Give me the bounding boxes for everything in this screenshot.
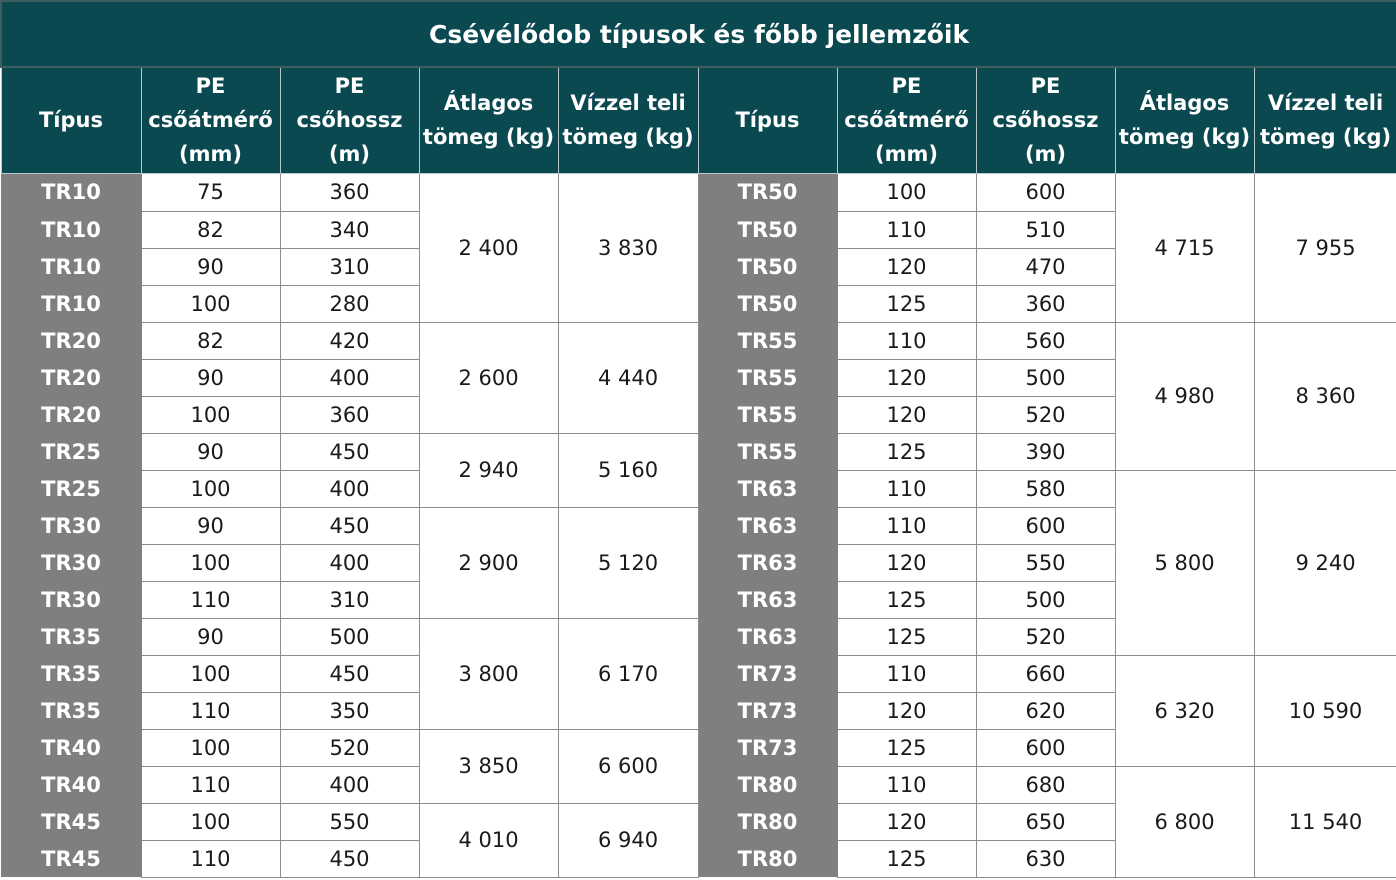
pe-length-cell: 450 bbox=[280, 433, 419, 470]
pe-length-cell: 360 bbox=[280, 396, 419, 433]
pe-length-cell: 600 bbox=[976, 173, 1115, 211]
pe-diameter-cell: 125 bbox=[837, 285, 976, 322]
type-cell: TR73 bbox=[698, 692, 837, 729]
type-cell: TR35 bbox=[1, 618, 141, 655]
pe-diameter-cell: 110 bbox=[837, 766, 976, 803]
pe-length-cell: 400 bbox=[280, 359, 419, 396]
pe-length-cell: 450 bbox=[280, 655, 419, 692]
pe-length-cell: 660 bbox=[976, 655, 1115, 692]
full-mass-cell: 9 240 bbox=[1254, 470, 1396, 655]
full-mass-cell: 4 440 bbox=[558, 322, 698, 433]
pe-length-cell: 650 bbox=[976, 803, 1115, 840]
type-cell: TR50 bbox=[698, 173, 837, 211]
pe-diameter-cell: 100 bbox=[141, 803, 280, 840]
pe-length-cell: 500 bbox=[976, 581, 1115, 618]
pe-diameter-cell: 100 bbox=[141, 285, 280, 322]
table-row bbox=[1, 766, 1396, 803]
pe-length-cell: 520 bbox=[976, 396, 1115, 433]
pe-diameter-cell: 100 bbox=[141, 544, 280, 581]
pe-diameter-cell: 120 bbox=[837, 803, 976, 840]
pe-length-cell: 360 bbox=[976, 285, 1115, 322]
full-mass-cell: 11 540 bbox=[1254, 766, 1396, 877]
type-cell: TR30 bbox=[1, 544, 141, 581]
pe-diameter-cell: 100 bbox=[837, 173, 976, 211]
pe-length-cell: 550 bbox=[280, 803, 419, 840]
type-cell: TR55 bbox=[698, 396, 837, 433]
type-cell: TR73 bbox=[698, 729, 837, 766]
type-cell: TR20 bbox=[1, 396, 141, 433]
pe-diameter-cell: 75 bbox=[141, 173, 280, 211]
avg-mass-cell: 2 600 bbox=[419, 322, 558, 433]
type-cell: TR25 bbox=[1, 470, 141, 507]
header-row bbox=[1, 67, 1396, 173]
pe-length-cell: 550 bbox=[976, 544, 1115, 581]
type-cell: TR10 bbox=[1, 173, 141, 211]
avg-mass-cell: 4 010 bbox=[419, 803, 558, 877]
type-cell: TR63 bbox=[698, 470, 837, 507]
pe-diameter-cell: 90 bbox=[141, 359, 280, 396]
type-cell: TR80 bbox=[698, 803, 837, 840]
pe-diameter-cell: 100 bbox=[141, 655, 280, 692]
pe-diameter-cell: 120 bbox=[837, 692, 976, 729]
table-row bbox=[1, 655, 1396, 692]
pe-length-cell: 580 bbox=[976, 470, 1115, 507]
type-cell: TR30 bbox=[1, 581, 141, 618]
pe-diameter-cell: 110 bbox=[141, 581, 280, 618]
avg-mass-cell: 5 800 bbox=[1115, 470, 1254, 655]
pe-diameter-cell: 125 bbox=[837, 581, 976, 618]
header-avg-mass: Átlagos tömeg (kg) bbox=[1115, 67, 1254, 173]
pe-length-cell: 600 bbox=[976, 729, 1115, 766]
pe-diameter-cell: 120 bbox=[837, 544, 976, 581]
type-cell: TR80 bbox=[698, 840, 837, 877]
pe-length-cell: 500 bbox=[976, 359, 1115, 396]
header-type: Típus bbox=[1, 67, 141, 173]
pe-length-cell: 520 bbox=[976, 618, 1115, 655]
type-cell: TR50 bbox=[698, 248, 837, 285]
type-cell: TR40 bbox=[1, 766, 141, 803]
pe-diameter-cell: 125 bbox=[837, 729, 976, 766]
pe-diameter-cell: 110 bbox=[837, 507, 976, 544]
pe-length-cell: 340 bbox=[280, 211, 419, 248]
pe-diameter-cell: 125 bbox=[837, 840, 976, 877]
pe-length-cell: 400 bbox=[280, 766, 419, 803]
type-cell: TR50 bbox=[698, 211, 837, 248]
pe-length-cell: 680 bbox=[976, 766, 1115, 803]
full-mass-cell: 8 360 bbox=[1254, 322, 1396, 470]
full-mass-cell: 7 955 bbox=[1254, 173, 1396, 322]
pe-diameter-cell: 82 bbox=[141, 211, 280, 248]
pe-diameter-cell: 90 bbox=[141, 248, 280, 285]
type-cell: TR80 bbox=[698, 766, 837, 803]
type-cell: TR63 bbox=[698, 507, 837, 544]
type-cell: TR20 bbox=[1, 322, 141, 359]
type-cell: TR50 bbox=[698, 285, 837, 322]
avg-mass-cell: 3 850 bbox=[419, 729, 558, 803]
pe-diameter-cell: 100 bbox=[141, 396, 280, 433]
type-cell: TR25 bbox=[1, 433, 141, 470]
pe-diameter-cell: 110 bbox=[837, 211, 976, 248]
pe-diameter-cell: 90 bbox=[141, 433, 280, 470]
pe-diameter-cell: 125 bbox=[837, 433, 976, 470]
type-cell: TR63 bbox=[698, 581, 837, 618]
header-pe-length: PE csőhossz (m) bbox=[280, 67, 419, 173]
pe-diameter-cell: 90 bbox=[141, 618, 280, 655]
pe-length-cell: 390 bbox=[976, 433, 1115, 470]
type-cell: TR73 bbox=[698, 655, 837, 692]
full-mass-cell: 5 120 bbox=[558, 507, 698, 618]
full-mass-cell: 5 160 bbox=[558, 433, 698, 507]
header-type: Típus bbox=[698, 67, 837, 173]
header-pe-diameter: PE csőátmérő (mm) bbox=[837, 67, 976, 173]
pe-diameter-cell: 110 bbox=[837, 655, 976, 692]
pe-diameter-cell: 125 bbox=[837, 618, 976, 655]
pe-length-cell: 310 bbox=[280, 248, 419, 285]
table-row bbox=[1, 322, 1396, 359]
type-cell: TR45 bbox=[1, 840, 141, 877]
pe-length-cell: 310 bbox=[280, 581, 419, 618]
pe-length-cell: 600 bbox=[976, 507, 1115, 544]
type-cell: TR35 bbox=[1, 655, 141, 692]
header-full-mass: Vízzel teli tömeg (kg) bbox=[1254, 67, 1396, 173]
header-full-mass: Vízzel teli tömeg (kg) bbox=[558, 67, 698, 173]
pe-diameter-cell: 110 bbox=[141, 840, 280, 877]
header-avg-mass: Átlagos tömeg (kg) bbox=[419, 67, 558, 173]
type-cell: TR10 bbox=[1, 248, 141, 285]
type-cell: TR55 bbox=[698, 433, 837, 470]
type-cell: TR40 bbox=[1, 729, 141, 766]
pe-length-cell: 620 bbox=[976, 692, 1115, 729]
pe-length-cell: 420 bbox=[280, 322, 419, 359]
pe-diameter-cell: 82 bbox=[141, 322, 280, 359]
table-body bbox=[1, 173, 1396, 877]
pe-length-cell: 350 bbox=[280, 692, 419, 729]
pe-length-cell: 450 bbox=[280, 840, 419, 877]
pe-diameter-cell: 120 bbox=[837, 359, 976, 396]
full-mass-cell: 6 170 bbox=[558, 618, 698, 729]
pe-length-cell: 560 bbox=[976, 322, 1115, 359]
type-cell: TR63 bbox=[698, 618, 837, 655]
table-title: Csévélődob típusok és főbb jellemzőik bbox=[1, 1, 1396, 67]
header-pe-length: PE csőhossz (m) bbox=[976, 67, 1115, 173]
pe-length-cell: 510 bbox=[976, 211, 1115, 248]
avg-mass-cell: 6 320 bbox=[1115, 655, 1254, 766]
pe-length-cell: 500 bbox=[280, 618, 419, 655]
type-cell: TR10 bbox=[1, 285, 141, 322]
pe-diameter-cell: 120 bbox=[837, 248, 976, 285]
pe-length-cell: 520 bbox=[280, 729, 419, 766]
table-row bbox=[1, 173, 1396, 211]
pe-diameter-cell: 120 bbox=[837, 396, 976, 433]
pe-length-cell: 400 bbox=[280, 544, 419, 581]
pe-diameter-cell: 110 bbox=[837, 470, 976, 507]
type-cell: TR30 bbox=[1, 507, 141, 544]
avg-mass-cell: 2 940 bbox=[419, 433, 558, 507]
full-mass-cell: 3 830 bbox=[558, 173, 698, 322]
full-mass-cell: 6 600 bbox=[558, 729, 698, 803]
pe-length-cell: 470 bbox=[976, 248, 1115, 285]
full-mass-cell: 6 940 bbox=[558, 803, 698, 877]
pe-length-cell: 450 bbox=[280, 507, 419, 544]
pe-diameter-cell: 100 bbox=[141, 470, 280, 507]
table-row bbox=[1, 470, 1396, 507]
avg-mass-cell: 6 800 bbox=[1115, 766, 1254, 877]
pe-length-cell: 630 bbox=[976, 840, 1115, 877]
avg-mass-cell: 4 980 bbox=[1115, 322, 1254, 470]
type-cell: TR55 bbox=[698, 322, 837, 359]
pe-diameter-cell: 110 bbox=[837, 322, 976, 359]
avg-mass-cell: 2 400 bbox=[419, 173, 558, 322]
type-cell: TR10 bbox=[1, 211, 141, 248]
type-cell: TR55 bbox=[698, 359, 837, 396]
header-pe-diameter: PE csőátmérő (mm) bbox=[141, 67, 280, 173]
avg-mass-cell: 4 715 bbox=[1115, 173, 1254, 322]
pe-diameter-cell: 90 bbox=[141, 507, 280, 544]
pe-diameter-cell: 110 bbox=[141, 766, 280, 803]
type-cell: TR63 bbox=[698, 544, 837, 581]
pe-length-cell: 360 bbox=[280, 173, 419, 211]
type-cell: TR35 bbox=[1, 692, 141, 729]
avg-mass-cell: 3 800 bbox=[419, 618, 558, 729]
avg-mass-cell: 2 900 bbox=[419, 507, 558, 618]
pe-length-cell: 400 bbox=[280, 470, 419, 507]
full-mass-cell: 10 590 bbox=[1254, 655, 1396, 766]
pe-length-cell: 280 bbox=[280, 285, 419, 322]
pe-diameter-cell: 100 bbox=[141, 729, 280, 766]
type-cell: TR20 bbox=[1, 359, 141, 396]
type-cell: TR45 bbox=[1, 803, 141, 840]
pe-diameter-cell: 110 bbox=[141, 692, 280, 729]
